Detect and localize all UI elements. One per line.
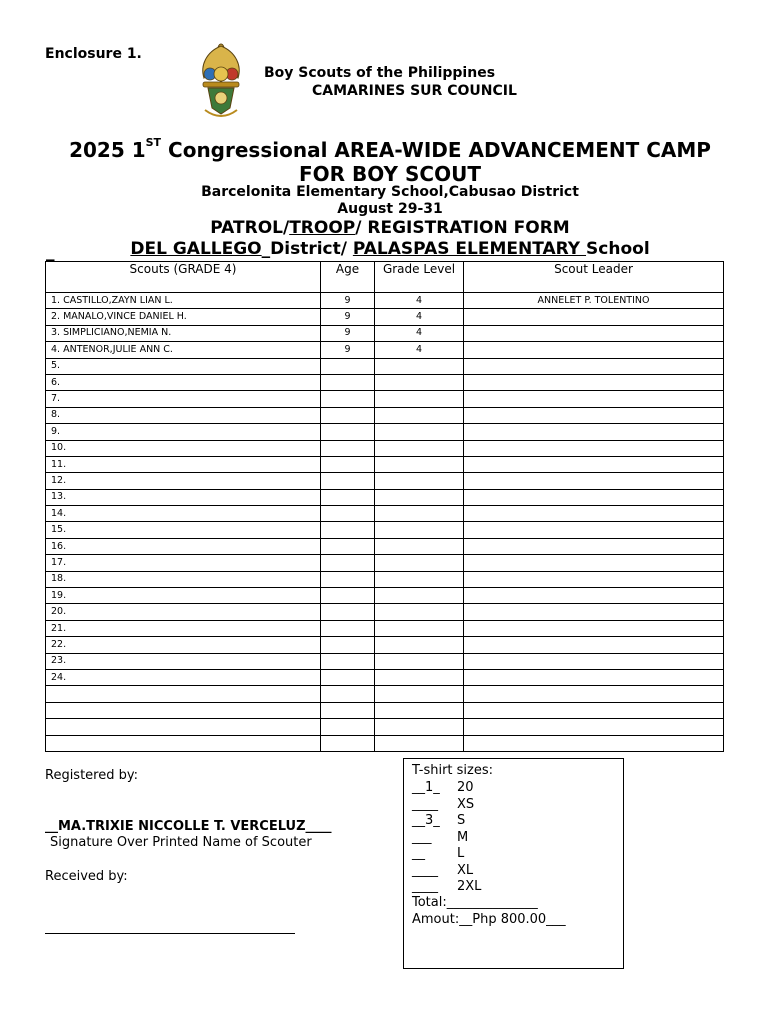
total-label: Total: — [412, 895, 447, 910]
council-name: CAMARINES SUR COUNCIL — [312, 83, 517, 99]
scout-leader-cell[interactable]: ANNELET P. TOLENTINO — [464, 293, 724, 309]
scout-name-cell[interactable]: 5. — [46, 358, 321, 374]
table-row — [46, 702, 724, 718]
camp-title-line2: FOR BOY SCOUT — [299, 162, 481, 186]
grade-level-cell[interactable] — [375, 604, 464, 620]
district-word: _District/ — [261, 239, 353, 259]
table-row — [46, 669, 724, 685]
age-cell[interactable] — [321, 686, 375, 702]
school-name: PALASPAS ELEMENTARY — [352, 239, 587, 259]
scout-leader-cell[interactable] — [464, 719, 724, 735]
scout-name-cell[interactable]: 20. — [46, 604, 321, 620]
grade-level-cell[interactable] — [375, 719, 464, 735]
scout-name-cell[interactable]: 19. — [46, 588, 321, 604]
total-blank: ______________ — [446, 895, 538, 910]
table-row — [46, 391, 724, 407]
scout-leader-cell[interactable] — [464, 440, 724, 456]
scout-leader-cell[interactable] — [464, 374, 724, 390]
table-row — [46, 735, 724, 751]
amount-row — [412, 912, 566, 927]
table-row — [46, 719, 724, 735]
scout-leader-cell[interactable] — [464, 424, 724, 440]
age-cell[interactable] — [321, 391, 375, 407]
tshirt-sizes-box — [403, 758, 624, 969]
size-qty: ___ — [412, 829, 432, 845]
grade-level-cell[interactable]: 4 — [375, 325, 464, 341]
grade-level-cell[interactable] — [375, 620, 464, 636]
table-body — [46, 293, 724, 752]
table-row — [46, 456, 724, 472]
scout-leader-cell[interactable] — [464, 571, 724, 587]
grade-level-cell[interactable] — [375, 374, 464, 390]
scout-name-cell[interactable] — [46, 735, 321, 751]
scout-leader-cell[interactable] — [464, 473, 724, 489]
size-row-xs — [412, 797, 474, 813]
scout-name-cell[interactable]: 24. — [46, 669, 321, 685]
scout-name-cell[interactable]: 17. — [46, 555, 321, 571]
size-label: XL — [457, 862, 474, 878]
scout-leader-cell[interactable] — [464, 358, 724, 374]
table-row — [46, 489, 724, 505]
scout-leader-cell[interactable] — [464, 522, 724, 538]
table-row — [46, 620, 724, 636]
scout-name-cell[interactable]: 2. MANALO,VINCE DANIEL H. — [46, 309, 321, 325]
age-cell[interactable] — [321, 358, 375, 374]
scout-name-cell[interactable]: 10. — [46, 440, 321, 456]
table-row — [46, 506, 724, 522]
age-cell[interactable] — [321, 489, 375, 505]
scout-leader-cell[interactable] — [464, 702, 724, 718]
size-row-m — [412, 830, 468, 846]
size-row-xl — [412, 863, 473, 879]
scout-leader-cell[interactable] — [464, 456, 724, 472]
age-cell[interactable] — [321, 702, 375, 718]
header-age: Age — [321, 262, 375, 293]
scout-leader-cell[interactable] — [464, 309, 724, 325]
age-cell[interactable] — [321, 719, 375, 735]
age-cell[interactable] — [321, 604, 375, 620]
table-row — [46, 309, 724, 325]
grade-level-cell[interactable] — [375, 686, 464, 702]
grade-level-cell[interactable] — [375, 588, 464, 604]
form-title-troop: TROOP — [289, 218, 356, 238]
organization-name: Boy Scouts of the Philippines — [264, 65, 496, 81]
size-label: XS — [457, 796, 475, 812]
camp-venue: Barcelonita Elementary School,Cabusao District — [201, 184, 579, 200]
size-label: M — [457, 829, 469, 845]
grade-level-cell[interactable] — [375, 702, 464, 718]
scout-leader-cell[interactable] — [464, 407, 724, 423]
scout-name-cell[interactable]: 21. — [46, 620, 321, 636]
size-qty: ____ — [412, 862, 438, 878]
table-row — [46, 407, 724, 423]
district-school-line — [0, 239, 768, 259]
table-row — [46, 440, 724, 456]
scout-name-cell[interactable]: 9. — [46, 424, 321, 440]
age-cell[interactable] — [321, 735, 375, 751]
size-row-2xl — [412, 879, 481, 895]
enclosure-label: Enclosure 1. — [45, 46, 142, 62]
table-row — [46, 588, 724, 604]
amount-value: __Php 800.00___ — [459, 912, 566, 927]
scout-leader-cell[interactable] — [464, 686, 724, 702]
age-cell[interactable] — [321, 407, 375, 423]
total-row — [412, 895, 538, 910]
table-row — [46, 637, 724, 653]
scout-leader-cell[interactable] — [464, 637, 724, 653]
scout-name-cell[interactable]: 4. ANTENOR,JULIE ANN C. — [46, 342, 321, 358]
size-label: L — [457, 846, 465, 861]
age-cell[interactable] — [321, 424, 375, 440]
scout-leader-cell[interactable] — [464, 342, 724, 358]
scout-name-cell[interactable]: 22. — [46, 637, 321, 653]
age-cell[interactable] — [321, 538, 375, 554]
age-cell[interactable] — [321, 440, 375, 456]
grade-level-cell[interactable] — [375, 407, 464, 423]
scout-name-cell[interactable]: 8. — [46, 407, 321, 423]
scout-leader-cell[interactable] — [464, 555, 724, 571]
grade-level-cell[interactable] — [375, 358, 464, 374]
grade-level-cell[interactable]: 4 — [375, 309, 464, 325]
size-qty: __ — [412, 846, 425, 861]
scout-name-cell[interactable]: 23. — [46, 653, 321, 669]
size-label: 20 — [457, 780, 474, 795]
grade-level-cell[interactable] — [375, 473, 464, 489]
grade-level-cell[interactable]: 4 — [375, 342, 464, 358]
scout-leader-cell[interactable] — [464, 653, 724, 669]
table-row — [46, 293, 724, 309]
table-row — [46, 686, 724, 702]
district-name: DEL GALLEGO — [130, 239, 262, 259]
scout-name-cell[interactable]: 7. — [46, 391, 321, 407]
table-header-row — [46, 262, 724, 293]
scout-leader-cell[interactable] — [464, 735, 724, 751]
grade-level-cell[interactable] — [375, 669, 464, 685]
scout-name-cell[interactable]: 11. — [46, 456, 321, 472]
scout-name-cell[interactable]: 14. — [46, 506, 321, 522]
scout-name-cell[interactable] — [46, 702, 321, 718]
age-cell[interactable] — [321, 637, 375, 653]
district-lead-dash: _ — [46, 242, 55, 262]
grade-level-cell[interactable] — [375, 506, 464, 522]
size-qty: __3_ — [412, 813, 440, 828]
form-title-rest: / REGISTRATION FORM — [355, 218, 570, 238]
grade-level-cell[interactable] — [375, 489, 464, 505]
camp-dates: August 29-31 — [337, 201, 443, 217]
age-cell[interactable] — [321, 571, 375, 587]
age-cell[interactable] — [321, 588, 375, 604]
table-row — [46, 325, 724, 341]
grade-level-cell[interactable] — [375, 555, 464, 571]
header-scouts: Scouts (GRADE 4) — [46, 262, 321, 293]
title-rest: Congressional AREA-WIDE ADVANCEMENT CAMP — [161, 138, 711, 162]
scout-leader-cell[interactable] — [464, 538, 724, 554]
signature-caption: Signature Over Printed Name of Scouter — [50, 835, 312, 850]
grade-level-cell[interactable] — [375, 391, 464, 407]
camp-title-line1 — [0, 138, 768, 162]
scout-name-cell[interactable]: 15. — [46, 522, 321, 538]
table-row — [46, 358, 724, 374]
grade-level-cell[interactable] — [375, 522, 464, 538]
school-word: School — [586, 239, 650, 259]
size-qty: ____ — [412, 796, 438, 812]
age-cell[interactable] — [321, 555, 375, 571]
table-row — [46, 538, 724, 554]
table-row — [46, 555, 724, 571]
size-row-s — [412, 813, 465, 829]
grade-level-cell[interactable]: 4 — [375, 293, 464, 309]
age-cell[interactable] — [321, 669, 375, 685]
size-row-l — [412, 846, 464, 862]
scout-leader-cell[interactable] — [464, 391, 724, 407]
age-cell[interactable] — [321, 374, 375, 390]
age-cell[interactable] — [321, 653, 375, 669]
title-ordinal: ST — [145, 136, 162, 150]
grade-level-cell[interactable] — [375, 456, 464, 472]
age-cell[interactable] — [321, 522, 375, 538]
age-cell[interactable] — [321, 456, 375, 472]
table-row — [46, 571, 724, 587]
scout-name-cell[interactable] — [46, 686, 321, 702]
age-cell[interactable] — [321, 473, 375, 489]
grade-level-cell[interactable] — [375, 571, 464, 587]
table-row — [46, 473, 724, 489]
size-row-20 — [412, 780, 474, 796]
scout-name-cell[interactable]: 18. — [46, 571, 321, 587]
scout-leader-cell[interactable] — [464, 620, 724, 636]
scout-name-cell[interactable]: 16. — [46, 538, 321, 554]
size-label: S — [457, 813, 466, 828]
age-cell[interactable]: 9 — [321, 309, 375, 325]
grade-level-cell[interactable] — [375, 653, 464, 669]
table-row — [46, 522, 724, 538]
grade-level-cell[interactable] — [375, 424, 464, 440]
form-title — [0, 218, 768, 238]
age-cell[interactable]: 9 — [321, 342, 375, 358]
table-row — [46, 424, 724, 440]
table-row — [46, 653, 724, 669]
scout-name-cell[interactable]: 13. — [46, 489, 321, 505]
size-qty: ____ — [412, 879, 438, 894]
age-cell[interactable] — [321, 506, 375, 522]
age-cell[interactable]: 9 — [321, 325, 375, 341]
grade-level-cell[interactable] — [375, 538, 464, 554]
scout-name-cell[interactable]: 3. SIMPLICIANO,NEMIA N. — [46, 325, 321, 341]
scout-leader-cell[interactable] — [464, 669, 724, 685]
amount-label: Amout: — [412, 912, 460, 927]
bsp-logo-icon — [196, 42, 246, 124]
scout-leader-cell[interactable] — [464, 506, 724, 522]
scout-leader-cell[interactable] — [464, 325, 724, 341]
scout-leader-cell[interactable] — [464, 489, 724, 505]
header-grade-level: Grade Level — [375, 262, 464, 293]
grade-level-cell[interactable] — [375, 440, 464, 456]
registered-by-label: Registered by: — [45, 768, 138, 783]
scout-name-cell[interactable]: 12. — [46, 473, 321, 489]
scout-name-cell[interactable]: 6. — [46, 374, 321, 390]
title-year: 2025 1 — [69, 138, 146, 162]
header-scout-leader: Scout Leader — [464, 262, 724, 293]
age-cell[interactable]: 9 — [321, 293, 375, 309]
grade-level-cell[interactable] — [375, 637, 464, 653]
scout-name-cell[interactable]: 1. CASTILLO,ZAYN LIAN L. — [46, 293, 321, 309]
table-row — [46, 374, 724, 390]
age-cell[interactable] — [321, 620, 375, 636]
registration-table — [45, 261, 724, 752]
form-title-patrol: PATROL/ — [210, 218, 290, 238]
size-qty: __1_ — [412, 780, 440, 795]
scout-name-cell[interactable] — [46, 719, 321, 735]
received-signature-line — [45, 933, 295, 934]
tshirt-title: T-shirt sizes: — [412, 763, 493, 778]
grade-level-cell[interactable] — [375, 735, 464, 751]
scout-leader-cell[interactable] — [464, 604, 724, 620]
received-by-label: Received by: — [45, 869, 128, 884]
size-label: 2XL — [457, 879, 482, 894]
scouter-name: __MA.TRIXIE NICCOLLE T. VERCELUZ____ — [45, 819, 332, 834]
table-row — [46, 604, 724, 620]
table-row — [46, 342, 724, 358]
scout-leader-cell[interactable] — [464, 588, 724, 604]
